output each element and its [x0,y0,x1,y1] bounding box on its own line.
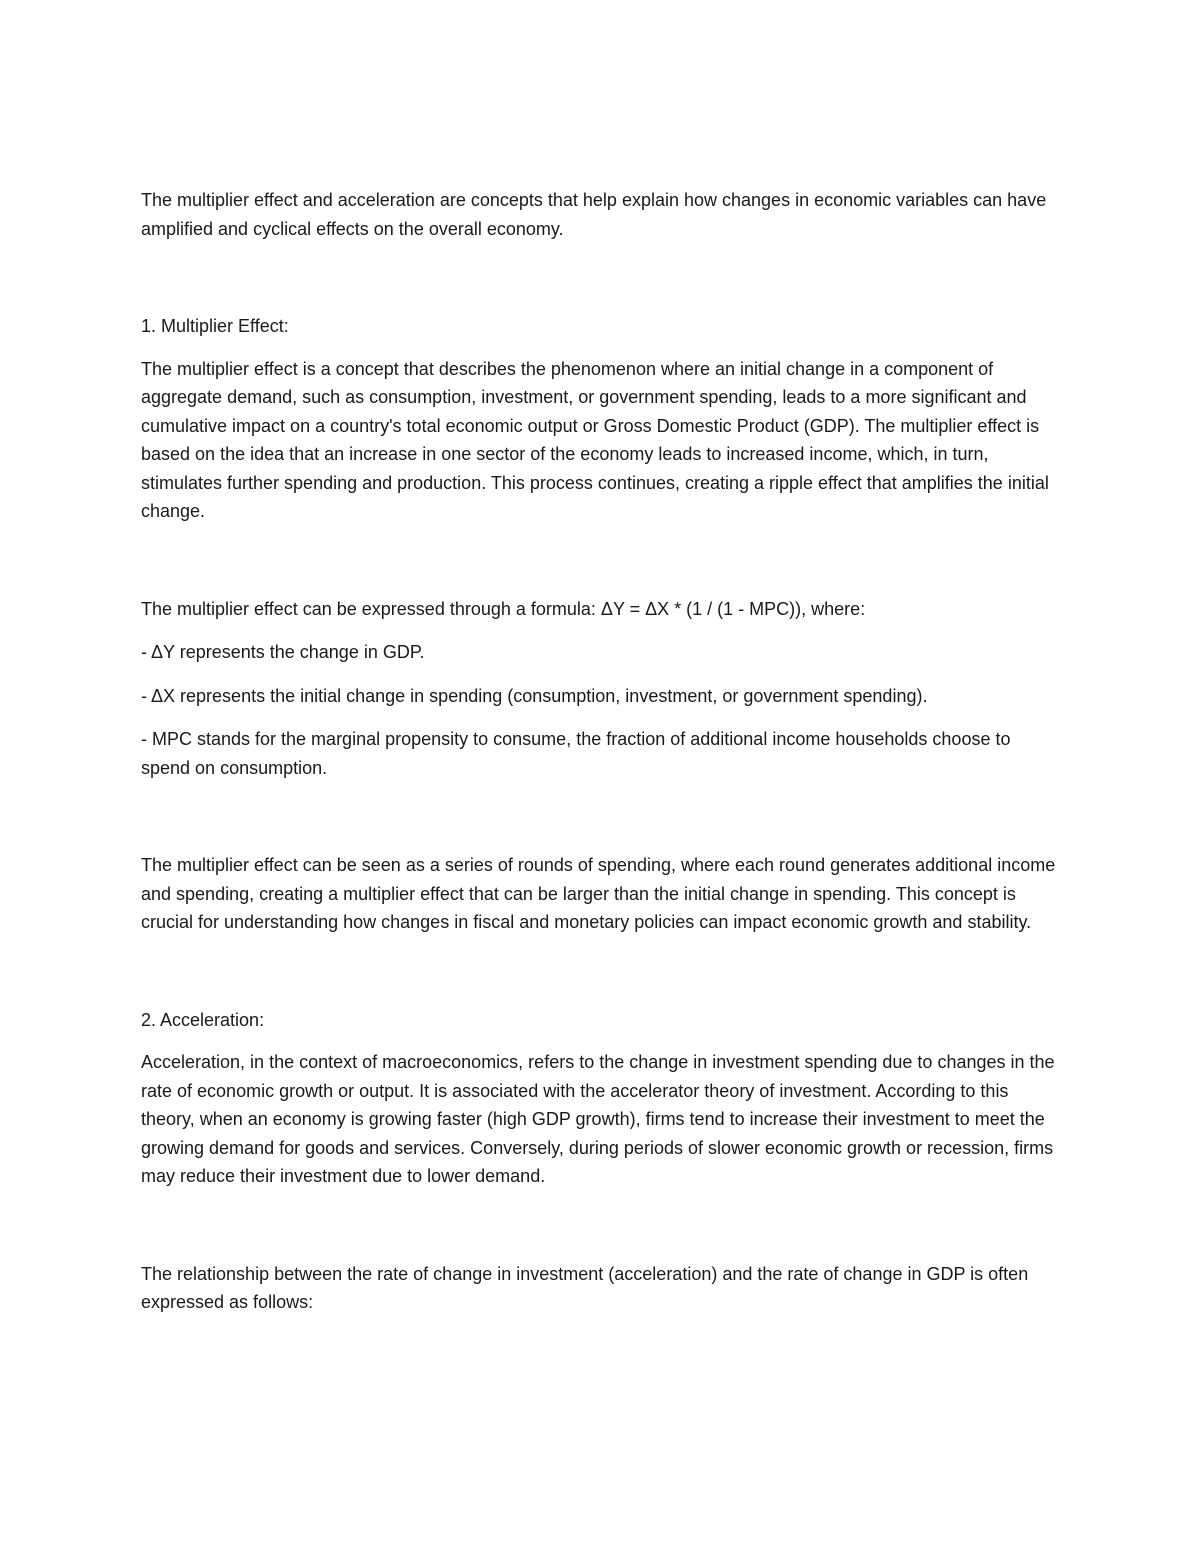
multiplier-closing-paragraph: The multiplier effect can be seen as a series of rounds of spending, where each round generates additional income and spending, creating a multiplier effect that can be larger than the initial change in spending. This concept is crucial for understanding how changes in fiscal and monetary policies can impact economic growth and stability. [141,855,1056,932]
acceleration-description-paragraph: Acceleration, in the context of macroeconomics, refers to the change in investment spending due to changes in the rate of economic growth or output. It is associated with the accelerator theory of investment. According to this theory, when an economy is growing faster (high GDP growth), firms tend to increase their investment to meet the growing demand for goods and services. Conversely, during periods of slower economic growth or recession, firms may reduce their investment due to lower demand. [141,1052,1055,1186]
relationship-paragraph: The relationship between the rate of change in investment (acceleration) and the rate of change in GDP is often expressed as follows: [141,1263,1029,1312]
formula-bullet-delta-y: - ΔY represents the change in GDP. [141,642,425,662]
multiplier-description-paragraph: The multiplier effect is a concept that describes the phenomenon where an initial change in a component of aggregate demand, such as consumption, investment, or government spending, leads to a more significant and cumulative impact on a country's total economic output or Gross Domestic Product (GDP). The multiplier effect is based on the idea that an increase in one sector of the economy leads to increased income, which, in turn, stimulates further spending and production. This process continues, creating a ripple effect that amplifies the initial change. [141,358,1049,521]
formula-intro-paragraph: The multiplier effect can be expressed through a formula: ΔY = ΔX * (1 / (1 - MPC)), where: [141,598,866,619]
intro-paragraph: The multiplier effect and acceleration are concepts that help explain how changes in economic variables can have amplified and cyclical effects on the overall economy. [141,190,1047,239]
formula-bullet-delta-x: - ΔX represents the initial change in spending (consumption, investment, or government spending). [141,685,928,706]
formula-bullet-mpc: - MPC stands for the marginal propensity to consume, the fraction of additional income households choose to spend on consumption. [141,729,1011,778]
document-body [141,186,1061,1331]
section-heading-acceleration: 2. Acceleration: [141,1009,265,1030]
section-heading-multiplier: 1. Multiplier Effect: [141,316,289,336]
